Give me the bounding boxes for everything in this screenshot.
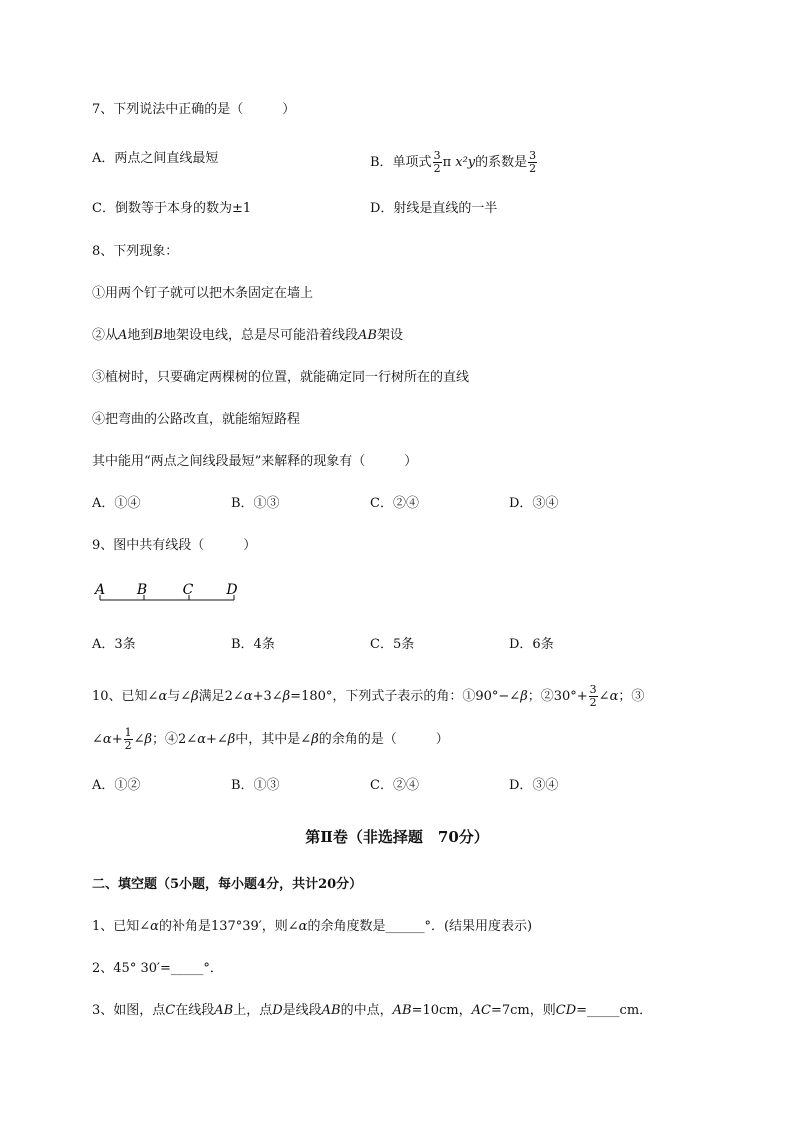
q10-fraction2-num: 1 <box>124 726 132 739</box>
fill3-CD: CD <box>555 1003 577 1018</box>
fill3-c: 上，点 <box>233 1003 273 1018</box>
q9-option-c: C．5条 <box>370 637 415 652</box>
q10-p6: ；②30°+ <box>527 689 588 704</box>
q10-fraction-2 <box>124 727 133 752</box>
q10-beta-4: β <box>144 732 153 747</box>
q9-point-b: B <box>136 582 148 598</box>
fill3-AB-3: AB <box>392 1003 412 1018</box>
q8-item2-A: A <box>118 328 128 343</box>
q9-segment-figure <box>88 578 248 608</box>
q8-item-1: ①用两个钉子就可以把木条固定在墙上 <box>92 286 314 301</box>
fill3-g: =7cm，则 <box>490 1003 556 1018</box>
q10-option-a: A．①② <box>92 778 141 793</box>
q10-fraction2-den: 2 <box>124 739 132 752</box>
q9-option-a: A．3条 <box>92 637 136 652</box>
q10-fraction1-den: 2 <box>589 696 597 709</box>
q10-line-2 <box>92 727 449 752</box>
q7-option-c: C．倒数等于本身的数为±1 <box>92 201 252 216</box>
q7-stem: 7、下列说法中正确的是（ ） <box>92 102 296 117</box>
q10-l2-g: 的余角的是（ ） <box>318 732 449 747</box>
q10-alpha-5: α <box>197 732 206 747</box>
q7-option-b <box>370 150 538 175</box>
q10-fraction1-num: 3 <box>589 683 597 696</box>
q8-option-c: C．②④ <box>370 496 419 511</box>
q8-option-d: D．③④ <box>509 496 559 511</box>
q7-b-fraction2-den: 2 <box>529 162 537 175</box>
q10-p8: ；③ <box>618 689 645 704</box>
fill1-alpha-2: α <box>298 919 308 934</box>
fill3-AB-2: AB <box>321 1003 341 1018</box>
q10-beta-6: β <box>311 732 319 747</box>
q7-b-fraction-2 <box>528 150 537 175</box>
fill3-h: =_____cm． <box>576 1003 653 1018</box>
q10-option-c: C．②④ <box>370 778 419 793</box>
fill3-f: =10cm， <box>411 1003 472 1018</box>
q9-point-c: C <box>182 582 194 598</box>
q8-item2-B: B <box>153 328 163 343</box>
q10-fraction-1 <box>589 684 598 709</box>
q7-b-fraction-num: 3 <box>433 149 441 162</box>
q10-beta-1: β <box>191 689 199 704</box>
fill3-AB-1: AB <box>214 1003 234 1018</box>
q8-item2-AB: AB <box>358 328 377 343</box>
q8-item2-b: 地到 <box>127 328 154 343</box>
q8-stem: 8、下列现象： <box>92 244 179 259</box>
fill3-a: 3、如图，点 <box>92 1003 166 1018</box>
q10-p7: ∠ <box>598 689 610 704</box>
fill1-c: 的余角度数是______°．(结果用度表示) <box>307 919 533 934</box>
q8-option-b: B．①③ <box>231 496 280 511</box>
q10-line-1 <box>92 684 644 709</box>
q10-beta-2: β <box>282 689 291 704</box>
q10-beta-3: β <box>520 689 528 704</box>
q7-b-var: x²y <box>455 155 476 170</box>
q10-p2: 与∠ <box>167 689 192 704</box>
fill3-d: 是线段 <box>282 1003 322 1018</box>
fill1-a: 1、已知∠ <box>92 919 151 934</box>
fill-1 <box>92 918 532 936</box>
q10-p5: =180°，下列式子表示的角：①90°−∠ <box>290 689 521 704</box>
q10-l2-a: ∠ <box>92 732 103 747</box>
q8-item2-c: 地架设电线，总是尽可能沿着线段 <box>162 328 358 343</box>
q10-alpha-4: α <box>102 732 112 747</box>
q10-l2-d: ；④2∠ <box>152 732 198 747</box>
q10-alpha-3: α <box>609 689 619 704</box>
q8-item-2 <box>92 327 403 345</box>
q10-alpha-1: α <box>158 689 168 704</box>
q9-point-a: A <box>94 582 106 598</box>
q10-p1: 10、已知∠ <box>92 689 159 704</box>
q10-p4: +3∠ <box>252 689 283 704</box>
q10-l2-f: 中，其中是∠ <box>235 732 312 747</box>
q7-option-a: A．两点之间直线最短 <box>92 151 219 166</box>
q9-point-d: D <box>226 582 238 598</box>
fill-2: 2、45° 30′=_____°． <box>92 961 223 976</box>
q7-b-fraction <box>433 150 442 175</box>
fill-3 <box>92 1002 652 1020</box>
q10-p3: 满足2∠ <box>198 689 244 704</box>
q7-b-fraction-den: 2 <box>433 162 441 175</box>
q9-option-d: D．6条 <box>509 637 554 652</box>
q7-b-prefix: B．单项式 <box>370 155 432 170</box>
fill1-b: 的补角是137°39′，则∠ <box>158 919 299 934</box>
q7-b-fraction2-num: 3 <box>529 149 537 162</box>
q10-l2-b: + <box>111 732 123 747</box>
q10-l2-e: +∠ <box>205 732 228 747</box>
q7-option-d: D．射线是直线的一半 <box>370 201 498 216</box>
q8-question: 其中能用“两点之间线段最短”来解释的现象有（ ） <box>92 454 418 469</box>
q8-item2-a: ②从 <box>92 328 119 343</box>
q7-b-text: 的系数是 <box>475 155 528 170</box>
fill1-alpha-1: α <box>150 919 159 934</box>
q9-option-b: B．4条 <box>231 637 275 652</box>
fill3-D: D <box>272 1003 283 1018</box>
q7-b-pi: π <box>442 155 452 170</box>
q10-beta-5: β <box>227 732 236 747</box>
fill3-e: 的中点， <box>340 1003 393 1018</box>
q8-item2-d: 架设 <box>376 328 403 343</box>
q8-option-a: A．①④ <box>92 496 141 511</box>
fill3-C: C <box>165 1003 176 1018</box>
section-heading: 二、填空题（5小题，每小题4分，共计20分） <box>92 877 363 892</box>
section-title: 第Ⅱ卷（非选择题 70分） <box>305 828 489 846</box>
q10-option-b: B．①③ <box>231 778 280 793</box>
q8-item-3: ③植树时，只要确定两棵树的位置，就能确定同一行树所在的直线 <box>92 370 470 385</box>
q8-item-4: ④把弯曲的公路改直，就能缩短路程 <box>92 412 301 427</box>
fill3-AC: AC <box>471 1003 491 1018</box>
q10-option-d: D．③④ <box>509 778 559 793</box>
fill3-b: 在线段 <box>175 1003 215 1018</box>
q10-alpha-2: α <box>243 689 253 704</box>
q10-l2-c: ∠ <box>133 732 145 747</box>
q9-stem: 9、图中共有线段（ ） <box>92 538 257 553</box>
